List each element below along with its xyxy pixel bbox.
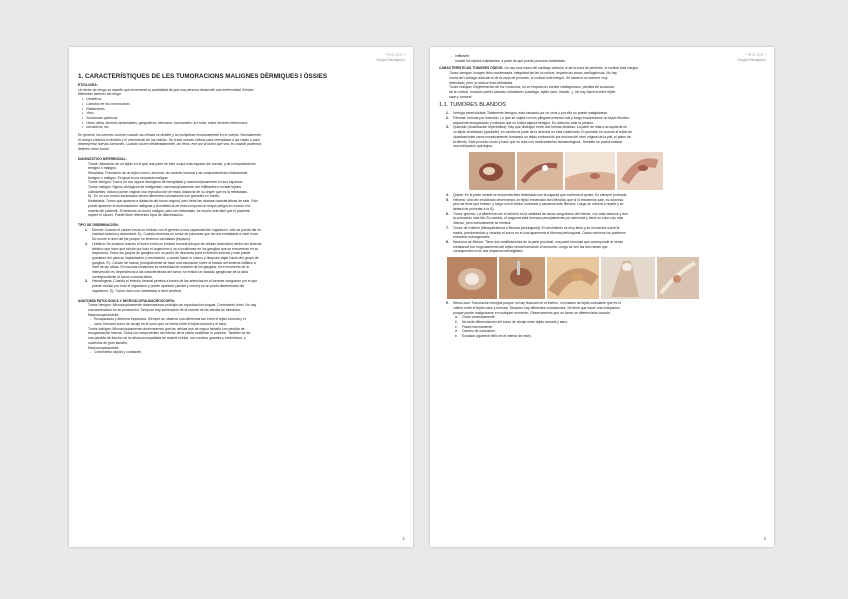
diagnostico-line: Neoplasia: Formación de un tejido nuevo, anormal, de carácter tumoral y de comportamiento clínicamente — [88, 170, 248, 175]
diagnostico-line: colindantes, incluso puede originar una reproducción de estos distancia de su origen que es la metástasis. — [88, 189, 248, 194]
anatomia-line: Tumor benigno: Microscópicamente observaremos prototipo de reproducción singual. Crecimiento lento. No hay — [88, 303, 257, 308]
diagnostico-line: Tumor: Alteración de un tejido en el que una parte de este ocupa más espacio del normal, y de comportamiento — [88, 161, 256, 166]
etiologia-line: diferentes factores de riesgo: — [78, 92, 122, 97]
item-text: Verruga exteriorizada: Totalmente benigno, está causado por un virus y por ello no puede malignizarse. — [453, 111, 609, 116]
header-line-1: *°O·O·-O O ·* — [746, 53, 766, 57]
item-text: la dermis. Este proceso crudo y hace que su cura con medicamentos farmacológicos. También se podría realizar — [453, 139, 623, 144]
item-text: adyacente encapsulado y rodeado que no indica alguna benigno. Es doloroso ante la presión. — [453, 120, 595, 125]
photo-tumor-glomico — [547, 257, 599, 299]
item-text: encontrar subungueales. — [453, 235, 491, 240]
photo-heloma — [499, 257, 545, 299]
diagnostico-line: muerte del paciente. Si tenemos un tumor maligno, pero sin metástasis, es mucho más fácil que el paciente — [88, 208, 250, 213]
tumor-item — [446, 212, 765, 226]
item-number: 2. — [446, 116, 449, 121]
criterio-item — [455, 334, 765, 339]
anatomia-sub-line: - Encapsulado y deforma expansiva: Siempre se observa una diferencia tan entre el tejido tumoral y el — [96, 317, 404, 322]
item-text: matriz, presionándolo y creando el surco en el cual aparecerá el fibroma periungueal. Casos mínimos los podemos — [453, 230, 626, 235]
etiologia-text — [78, 88, 404, 97]
item-number: 1. — [446, 111, 449, 116]
anatomia-line: Tumor maligno: Microscópicamente observaremos que las células son de mayor tamaño con pérdida de — [88, 326, 245, 331]
oseos-line: delimitado, pero la cortical está delimitada. — [449, 80, 514, 85]
criterios-list — [455, 315, 765, 339]
item-text: Tumor de Koënen (fibroqueratoma o fibroma periungueal): El crecimiento es muy lento y se encuentra sobre la — [453, 225, 620, 230]
anatomia-sub-line: - Crecimiento rápido y constante. — [96, 350, 404, 355]
item-text: correspondiente al tumor a mama teliva. — [92, 274, 153, 279]
risk-factor: • mecánicos, etc. — [88, 125, 404, 130]
subsection-title: 1.1. TUMORES BLANDOS — [439, 102, 507, 109]
diseminacion-item — [85, 242, 404, 280]
document-page-2 — [430, 47, 774, 547]
item-number: 3. — [446, 125, 449, 130]
anatomia-maligno — [88, 327, 404, 351]
maligno-line: - Invade los tejidos colindantes, a parte de que puede provocar metástasis. — [457, 59, 765, 64]
page-number: 2 — [763, 536, 766, 541]
diagnostico-line: Tumor benigno: Tumor en con signos citológicos de benignidad y macroscópicamente en sus espacios. — [88, 180, 244, 185]
diagnostico-list — [88, 162, 404, 218]
tumores-blandos-list-2 — [446, 193, 765, 254]
criterio-letter: d. — [455, 329, 458, 334]
oseos-line: sano y tumoral. — [449, 94, 473, 99]
oseos-heading-tail: No hay una rotura del cartílago articular ni de la zona de periostio, la cortical está íntegra. — [504, 66, 639, 71]
criterio-text: No sede diferenciación del surco de clivaje entre tejido tumoral y sano. — [462, 319, 569, 324]
oseos-line: Tumor maligno: Degeneración de los contornos, no se respeta los bordes cartilaginosos, pérdida de sustancia — [449, 85, 615, 90]
photo-lesion-2 — [517, 152, 563, 190]
criterio-text: Exudado (aparece bello en el interior de este). — [462, 334, 532, 339]
risk-factor: • Otros: dieta, factores ambientales, geográficos, fármacos, hormonales, luz solar, edad, factores infecciosos, — [88, 121, 404, 126]
neoplasia-line: el cuerpo controla la división y el crecimiento de las células. Se crean nuevas células para reemplazar a las viejas o para — [78, 137, 260, 142]
tumor-photo-strip — [447, 257, 765, 299]
item-text: Queloide (cicatrización hipertrófica): Hay que distinguir entre dos formas distintas. La parte de más a la izquierda es — [453, 125, 627, 130]
oseos-line: Tumor benigno: Imagen lítica condensada, integridad del de la cortical, respeta las zonas cartilaginosas. No hay — [449, 71, 618, 76]
item-text: un tejido cicatrizado (queloide), en cambio la parte de la derecha no está cicatrizado. El queloide es cuando el tejido de — [453, 130, 633, 135]
photo-lesion-1 — [469, 152, 515, 190]
oseos-heading: CARACTERÍSTICAS TUMORES ÓSEOS: — [439, 66, 504, 71]
anatomia-line: Macroscópicamente: — [88, 345, 120, 350]
photo-quiste — [447, 257, 497, 299]
diagnostico-line: benigno o maligno. — [88, 166, 117, 171]
criterio-text: Crece excesivamente. — [462, 315, 496, 320]
maligno-continued-list — [457, 54, 765, 63]
anatomia-maligno-sub — [96, 350, 404, 355]
anatomia-line: una aceleración en su producción. Tampoco hay aceleración de la muerte de las células de alrededor. — [88, 307, 241, 312]
risk-factor: • Cambios en los cromosomas — [88, 102, 404, 107]
etiologia-heading: ETIOLOGÍA: — [78, 83, 98, 87]
oseos-line: de la cortical. Invasión partes blandas colindantes (cartílago, tejido óseo, blando...). No hay barrera entre tejido — [449, 89, 616, 94]
criterio-text: Cambio de coloración. — [462, 329, 496, 334]
item-text: metatarsal con engrosamiento del tejido neural formando el neuroma. Luego se ven las dos ramas que — [453, 244, 608, 249]
item-number: 7. — [446, 225, 449, 230]
tumor-item — [446, 198, 765, 212]
anatomia-benigno-sub — [96, 317, 404, 326]
item-text: Directa: Cuando el cáncer envía un émbolo con el germen a una capacidad del organismo, sólo se puede dar en — [92, 227, 262, 232]
item-text: deberá de proceder a la IQ. — [453, 207, 495, 212]
criterio-letter: e. — [455, 334, 458, 339]
header-line-1: *°O·O·-O O ·* — [385, 53, 405, 57]
item-text: quedarse ahí para su implantación y crecimiento, o puede hacer lo mismo y después viajar hacia otro grupo de — [92, 255, 259, 260]
item-number: 8. — [446, 239, 449, 244]
item-text: Fibroma, heloma por inclusión: Lo que se sujeta con los pliegues extremo-mal y luego encontramos un tejido fibrótico — [453, 116, 630, 121]
item-text: Quiste: En la parte central se encuentra bien delimitado con la cápsula que confirma el quiste. Es siempre profundo. — [453, 192, 628, 197]
item-text: organismo. Ej.: Tumor óseo con metástasis a nivel cerebral. — [92, 288, 182, 293]
diagnostico-line: puede aparecer en tumoraciones malignas y la existencia de esta comporta un mayor peligro en cuanto a la — [88, 203, 251, 208]
item-text: linfático que hace que circule por todo el organismo y va a localizarse en los ganglios que se encuentran en su — [92, 246, 259, 251]
item-text: una extirpación quirúrgica. — [453, 144, 493, 149]
item-text: porque puede malignizarse en cualquier momento. Observaremos que un tumor se diferenciaría cuando: — [453, 310, 611, 315]
anatomia-line: reorganización interna. Todos los componentes del interior de la célula modifican lo posición. También se da — [88, 331, 251, 336]
tumor-item — [446, 226, 765, 240]
anatomia-line: Macroscópicamente: — [88, 312, 120, 317]
header-line-2: Cirugía Patológica II — [737, 57, 766, 62]
item-number: 9. — [446, 301, 449, 306]
neoplasia-line: definirlo como tumor. — [78, 147, 110, 152]
item-text: puede circular por todo el organismo y puede aparecer (anidar y crecer) en un punto determinado del — [92, 284, 245, 289]
diagnostico-line: supere el cáncer. Puede tener diferentes tipos de diseminación. — [88, 213, 184, 218]
item-number: 1. — [85, 227, 88, 232]
neoplasia-line: En general, los tumores ocurren cuando las células se dividen y se multiplican excesivamente en el cuerpo. Normalmente, — [78, 133, 262, 138]
page-number: 1 — [402, 536, 405, 541]
tumores-blandos-list — [446, 111, 765, 149]
oseos-list — [449, 71, 765, 99]
item-text: nivel de las axilas. En muchas ocasiones es necesidad de invasión de los ganglios, en el momento de la — [92, 265, 249, 270]
item-number: 4. — [446, 192, 449, 197]
item-text: Nevus azul: Tumoración benigna porque no hay fluorosis en el interior, ni invasión de tejido colindante que es el — [453, 301, 621, 306]
item-text: intervención en dependencia a las características del tumor, se realiza un vaciado ganglionar de la axila — [92, 270, 248, 275]
item-number: 2. — [85, 241, 88, 246]
anatomia-sub-line: - sano, formado surco de clivaje es el surco que se forma entre el tejido tumoral y el sano. — [96, 322, 404, 327]
diseminacion-item — [85, 228, 404, 242]
item-text: Hematógena: Cuando el émbolo tumoral penetra a través de las arteriolas en el torrente sanguíneo por el que — [92, 279, 258, 284]
queloide-photo-strip — [469, 152, 765, 190]
item-text: Neuroma de Morton: Tiene dos ramificaciones de la parte proximal, una parte nerviosa que corresponde al nervio — [453, 239, 624, 244]
item-text: criterio entre el tejido sano y tumoral. Tampoco hay diferentes coloraciones. Se tiene que hacer una extirpación — [453, 305, 620, 310]
diagnostico-line: Ej.: En un con normo escamosos seven diferentes coloraciones con gránetes en medio. — [88, 194, 220, 199]
photo-lesion-4 — [617, 152, 663, 190]
item-text: pero se tiene que extraer, y luego con el bisturí cortamos y sacamos este fibroma. Luego se volverá a repetir y se — [453, 202, 624, 207]
photo-neuroma — [657, 257, 699, 299]
item-text: intenso, pero estrictamente se elimina. — [453, 221, 512, 226]
diagnostico-line: Tumor maligno: Signos citológicos de malignidad, macroscópicamente con infiltrantes e invade tejidos — [88, 185, 242, 190]
item-text: ganglios. Ej.: Cáncer de mama, principalmente se hace una valoración sobre el estado del sistema linfático a — [92, 260, 256, 265]
diseminacion-item — [85, 279, 404, 293]
risk-factor: • Virus — [88, 111, 404, 116]
item-text: corresponden a los dos espacios interdigitales. — [453, 249, 524, 254]
tumor-item — [446, 301, 765, 315]
nevus-item — [446, 301, 765, 315]
anatomia-heading: ANATOMÍA PATOLÓGICA Y MICROSCOPIA-MACROSCOPÍA: — [78, 298, 176, 303]
diagnostico-heading: DIAGNÓSTICO DIFERENCIAL: — [78, 156, 127, 161]
item-text: No ocurre a nivel del pie porque no tenemos cavidades (espacio). — [92, 237, 191, 242]
diagnostico-line: benigno o maligno. Es igual a una neoplasia maligna. — [88, 175, 169, 180]
item-text: trayectoria. Todos los grupos de ganglios son un punto de descanso para el émbolo tumoral y este puede — [92, 251, 251, 256]
maligno-line: - Infiltrante. — [457, 54, 765, 59]
item-number: 3. — [85, 279, 88, 284]
criterio-text: Fisura internamente. — [462, 324, 494, 329]
risk-factor: • Radiaciones — [88, 107, 404, 112]
criterio-letter: a. — [455, 315, 458, 320]
item-text: Linfática: Se produce cuando el tumor envía un émbolo tumoral (bloque de células tumorales) dentro del sistema — [92, 241, 262, 246]
tumor-item — [446, 240, 765, 254]
item-number: 6. — [446, 211, 449, 216]
risk-factor: • Genéticos — [88, 97, 404, 102]
diseminacion-heading: TIPO DE DISEMINACIÓN: — [78, 222, 119, 227]
tumor-item — [446, 125, 765, 149]
item-text: cicatrizaciones crece excesivamente formando un tejido endurecido por encima del nivel original de la piel, el plano de — [453, 134, 631, 139]
item-text: cavidad torácica y abdominal. Ej.: Cuando tenemos un tumor de páncreas que da una metástasis a nivel renal. — [92, 232, 259, 237]
neoplasia-paragraph — [78, 133, 404, 152]
etiologia-line: Un factor de riesgo es aquello que incrementa la posibilidad de que una persona desarrolle una enfermedad. Existen — [78, 87, 254, 92]
anatomia-line: nucléolos de gran tamaño. — [88, 340, 128, 345]
photo-tumor-koenen — [601, 257, 655, 299]
item-text: Heloma: Una vez enucleado observamos un tejido encarnado duro fibrótico que si lo extraemos sale, es doloroso, — [453, 197, 625, 202]
criterio-letter: c. — [455, 324, 458, 329]
tumor-item — [446, 116, 765, 125]
item-text: la coloración más lila. En cambio, el angioma está formado principalmente por arteriolas y tiene un color rojo más — [453, 216, 624, 221]
criterio-letter: b. — [455, 319, 458, 324]
neoplasia-line: desempeñar nuevas funciones. Cuando ocurre deliberadamente, sin freno, ese por la razón que sea, es cuando podemos — [78, 142, 262, 147]
header-line-2: Cirugía Patológica II — [376, 57, 405, 62]
anatomia-line: una pérdida de función de la célula acompañada de muerte celular, con núcleos grandes y excéntricos, y — [88, 336, 246, 341]
item-text: Tumor glómico: La diferencia con el anterior es la cantidad de vasos sanguíneos del interior, con más vasosos y dos — [453, 211, 628, 216]
oseos-line: rotura del cartílago articular ni de la zona de periostio, la cortical está íntegra. Se observa un entorno muy — [449, 75, 608, 80]
anatomia-benigno — [88, 303, 404, 317]
section-title: 1. CARACTERÍSTIQUES DE LES TUMORACIONS MALIGNES DÈRMIQUES I ÒSSIES — [78, 73, 328, 80]
photo-lesion-3 — [565, 152, 615, 190]
item-number: 5. — [446, 197, 449, 202]
document-page-1 — [69, 47, 413, 547]
risk-factor-list — [88, 97, 404, 130]
risk-factor: • Sustancias químicas — [88, 116, 404, 121]
page-header — [376, 53, 405, 62]
diseminacion-list — [85, 228, 404, 294]
diagnostico-line: Metástasis: Tumor que aparece a distancia del tumor original, pero tiene las mismas características de este. Solo — [88, 199, 258, 204]
